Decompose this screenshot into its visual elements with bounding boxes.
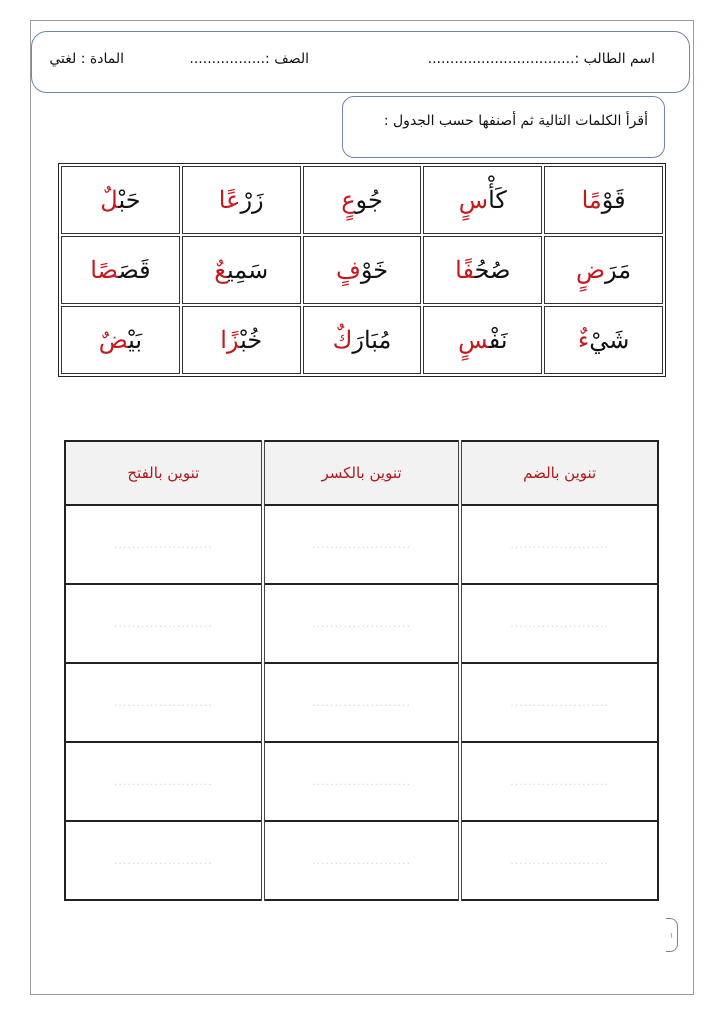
- student-name-field[interactable]: اسم الطالب :.................................: [427, 51, 655, 67]
- header-tanween-kasr: تنوين بالكسر: [263, 441, 461, 505]
- word-cell: [544, 166, 663, 234]
- instruction-text: أقرأ الكلمات التالية ثم أصنفها حسب الجدول :: [383, 113, 648, 129]
- word-row: [61, 236, 663, 304]
- answer-cell[interactable]: ......................: [263, 821, 461, 900]
- word-cell: [303, 236, 422, 304]
- word-tanween-ending: عٍ: [341, 186, 356, 214]
- answer-cell[interactable]: ......................: [460, 663, 658, 742]
- word-tanween-ending: زًا: [220, 326, 241, 354]
- answer-row: [65, 663, 658, 742]
- subject-label: المادة : لغتي: [49, 51, 124, 67]
- word-row: [61, 166, 663, 234]
- header-tanween-damm: تنوين بالضم: [460, 441, 658, 505]
- word-cell: [61, 166, 180, 234]
- answer-cell[interactable]: ......................: [263, 742, 461, 821]
- word-cell: [182, 236, 301, 304]
- answer-cell[interactable]: ......................: [65, 505, 263, 584]
- word-cell: [423, 166, 542, 234]
- word-base: حَبْ: [118, 186, 141, 214]
- word-cell: [182, 306, 301, 374]
- header-tanween-fath: تنوين بالفتح: [65, 441, 263, 505]
- word-base: كَأْ: [488, 186, 507, 214]
- word-base: قَوْ: [601, 186, 626, 214]
- word-base: زَرْ: [240, 186, 264, 214]
- answer-cell[interactable]: ......................: [460, 584, 658, 663]
- word-cell: [303, 306, 422, 374]
- class-field[interactable]: الصف :.................: [189, 51, 309, 67]
- word-base: جُو: [355, 186, 383, 214]
- answer-cell[interactable]: ......................: [460, 742, 658, 821]
- word-cell: [182, 166, 301, 234]
- answer-row: [65, 742, 658, 821]
- word-base: مَرَ: [605, 256, 632, 284]
- answer-row: [65, 821, 658, 900]
- header-box: [31, 31, 690, 93]
- classification-table: [64, 440, 659, 901]
- word-tanween-ending: لٌ: [100, 186, 119, 214]
- word-grid: [58, 163, 666, 377]
- answer-cell[interactable]: ......................: [460, 821, 658, 900]
- word-base: مُبَارَ: [352, 326, 392, 354]
- answer-row: [65, 584, 658, 663]
- word-tanween-ending: ءٌ: [577, 326, 590, 354]
- word-base: خَوْ: [360, 256, 389, 284]
- page-marker: ١: [666, 918, 678, 952]
- word-tanween-ending: صًا: [90, 256, 119, 284]
- word-tanween-ending: كٌ: [332, 326, 353, 354]
- answer-cell[interactable]: ......................: [65, 584, 263, 663]
- word-tanween-ending: عٌ: [214, 256, 227, 284]
- word-cell: [61, 236, 180, 304]
- word-cell: [423, 306, 542, 374]
- word-base: شَيْ: [589, 326, 630, 354]
- word-base: بَيْ: [128, 326, 143, 354]
- word-cell: [423, 236, 542, 304]
- answer-cell[interactable]: ......................: [460, 505, 658, 584]
- answer-cell[interactable]: ......................: [65, 663, 263, 742]
- answer-cell[interactable]: ......................: [263, 505, 461, 584]
- word-base: نَفْ: [488, 326, 508, 354]
- word-cell: [544, 306, 663, 374]
- word-base: قَصَ: [118, 256, 151, 284]
- word-tanween-ending: فٍ: [335, 256, 361, 284]
- word-tanween-ending: فًا: [455, 256, 475, 284]
- word-tanween-ending: ضٍ: [576, 256, 606, 284]
- word-tanween-ending: ضٌ: [98, 326, 129, 354]
- word-base: سَمِي: [226, 256, 269, 284]
- answer-cell[interactable]: ......................: [263, 584, 461, 663]
- answer-cell[interactable]: ......................: [65, 821, 263, 900]
- word-tanween-ending: سٍ: [458, 186, 489, 214]
- word-cell: [61, 306, 180, 374]
- word-tanween-ending: مًا: [581, 186, 602, 214]
- word-row: [61, 306, 663, 374]
- word-cell: [544, 236, 663, 304]
- word-base: صُحُ: [474, 256, 511, 284]
- word-tanween-ending: سٍ: [458, 326, 489, 354]
- word-tanween-ending: عًا: [218, 186, 241, 214]
- word-cell: [303, 166, 422, 234]
- word-base: خُبْ: [240, 326, 263, 354]
- answer-cell[interactable]: ......................: [65, 742, 263, 821]
- instruction-box: [342, 96, 665, 158]
- answer-row: [65, 505, 658, 584]
- answer-cell[interactable]: ......................: [263, 663, 461, 742]
